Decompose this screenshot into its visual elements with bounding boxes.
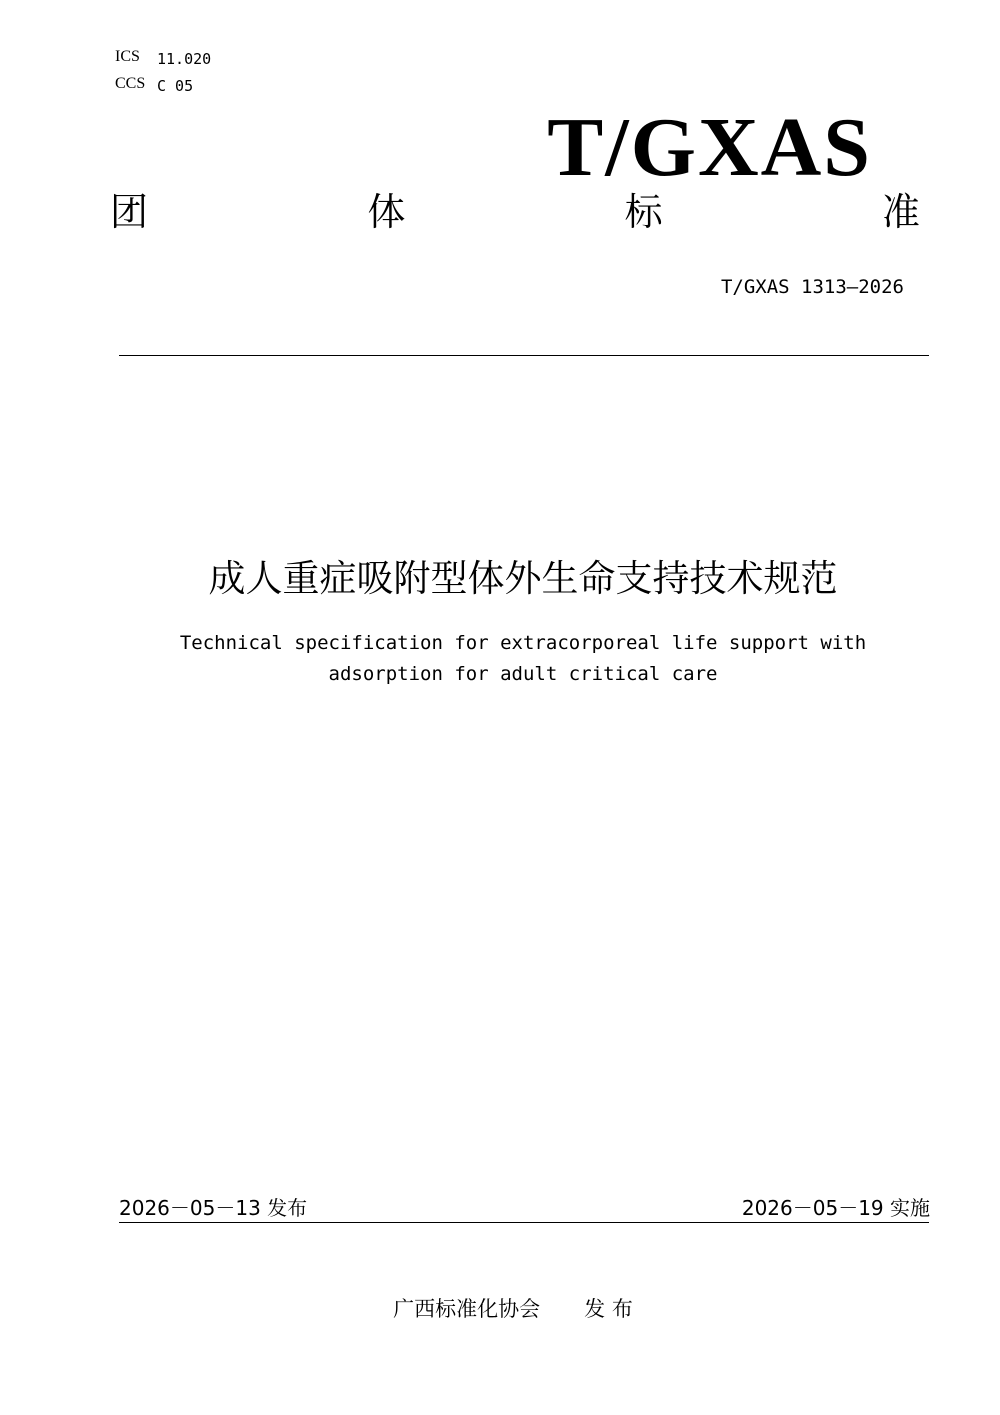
implementation-date: 2026－05－19 实施 (741, 1196, 930, 1220)
document-title-chinese: 成人重症吸附型体外生命支持技术规范 (208, 557, 838, 600)
document-title-english-line2: adsorption for adult critical care (328, 663, 718, 685)
ics-label: ICS (115, 48, 140, 65)
standard-number: T/GXAS 1313—2026 (720, 276, 904, 298)
standard-type-char-3: 标 (624, 190, 663, 234)
standard-code-mark: T/GXAS (547, 101, 872, 194)
ccs-label: CCS (115, 75, 146, 92)
publisher-line (0, 1293, 1000, 1323)
ccs-code: C 05 (157, 77, 194, 95)
ics-code: 11.020 (157, 50, 212, 68)
standard-type-heading (110, 190, 920, 234)
standard-type-char-1: 团 (110, 190, 149, 234)
bottom-divider (119, 1222, 929, 1223)
publisher-action: 发 布 (584, 1297, 633, 1321)
standard-type-char-4: 准 (881, 190, 920, 234)
standard-type-char-2: 体 (367, 190, 406, 234)
issue-date: 2026－05－13 发布 (119, 1196, 308, 1220)
top-divider (119, 355, 929, 356)
publisher-name: 广西标准化协会 (393, 1297, 541, 1321)
document-title-english-line1: Technical specification for extracorporeal life support with (179, 632, 867, 654)
